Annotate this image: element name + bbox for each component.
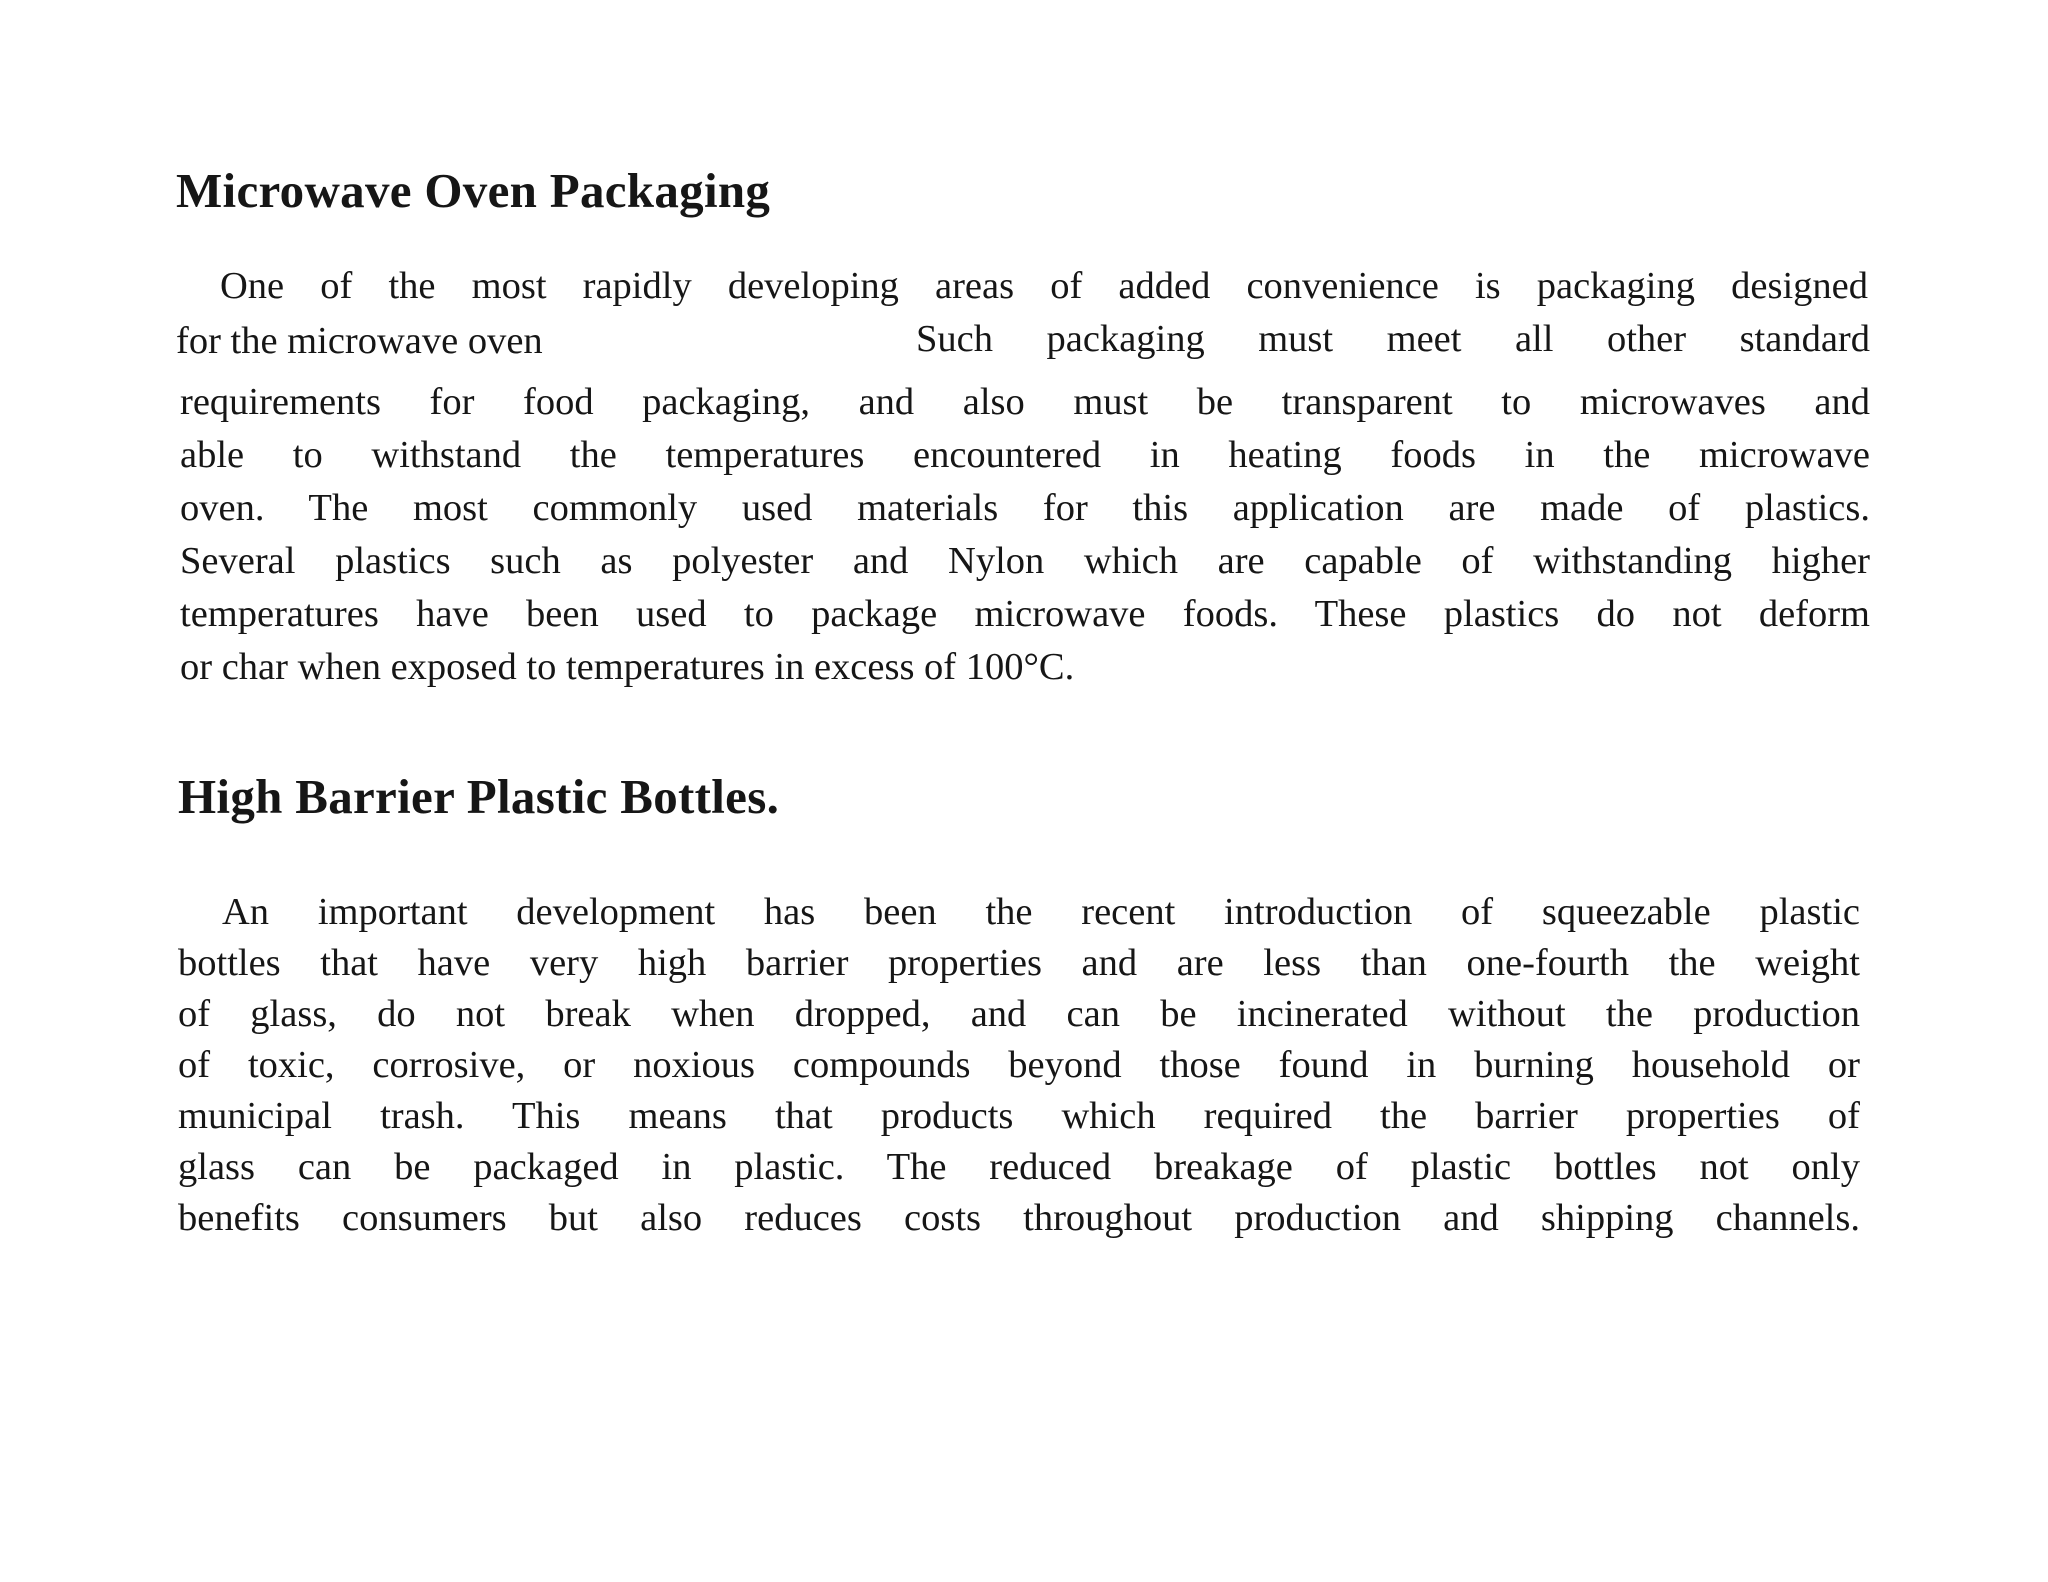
paragraph-line: municipal trash. This means that products which required the barrier properties of: [178, 1095, 1860, 1137]
paragraph-line: requirements for food packaging, and also must be transparent to microwaves and: [180, 381, 1870, 423]
paragraph-line: able to withstand the temperatures encountered in heating foods in the microwave: [180, 434, 1870, 476]
paragraph-line: or char when exposed to temperatures in excess of 100°C.: [180, 646, 1075, 688]
paragraph-line: bottles that have very high barrier properties and are less than one-fourth the weight: [178, 942, 1860, 984]
section-heading-high-barrier-plastic-bottles: High Barrier Plastic Bottles.: [178, 769, 780, 824]
paragraph-line: glass can be packaged in plastic. The reduced breakage of plastic bottles not only: [178, 1146, 1860, 1188]
paragraph-line: Several plastics such as polyester and Nylon which are capable of withstanding higher: [180, 540, 1870, 582]
paragraph-line: of glass, do not break when dropped, and can be incinerated without the production: [178, 993, 1860, 1035]
paragraph-line: Such packaging must meet all other standard: [916, 318, 1870, 360]
paragraph-line: temperatures have been used to package microwave foods. These plastics do not deform: [180, 593, 1870, 635]
paragraph-line: oven. The most commonly used materials for this application are made of plastics.: [180, 487, 1870, 529]
paragraph-line: for the microwave oven: [176, 320, 543, 362]
paragraph-line: An important development has been the recent introduction of squeezable plastic: [222, 891, 1860, 933]
section-heading-microwave-oven-packaging: Microwave Oven Packaging: [176, 163, 771, 218]
paragraph-line: of toxic, corrosive, or noxious compounds beyond those found in burning household or: [178, 1044, 1860, 1086]
paragraph-line: benefits consumers but also reduces costs throughout production and shipping channels.: [178, 1197, 1860, 1239]
paragraph-line: One of the most rapidly developing areas of added convenience is packaging designed: [220, 265, 1868, 307]
